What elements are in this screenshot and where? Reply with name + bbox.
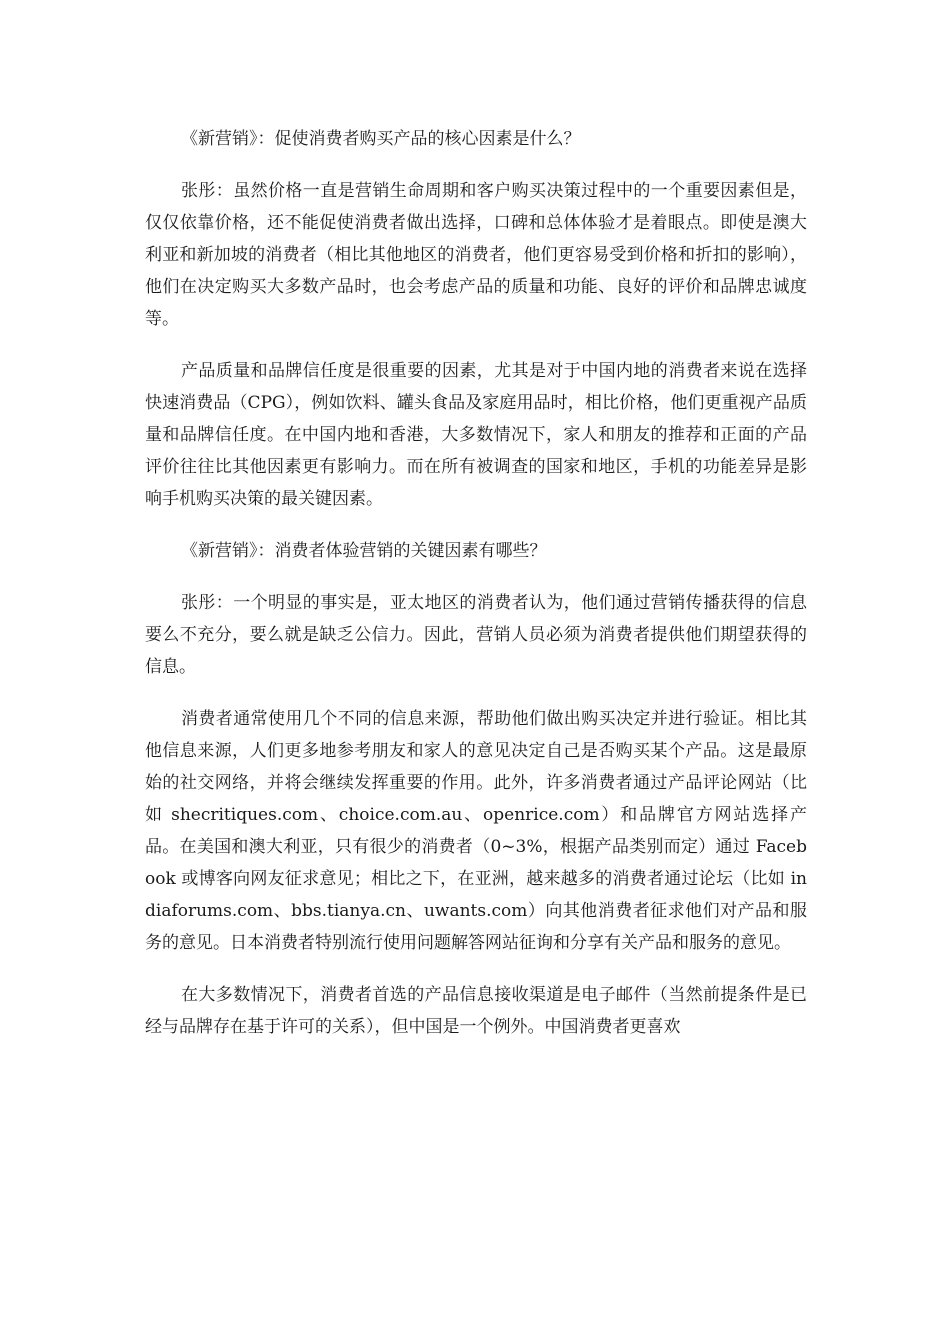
answer-paragraph-3: 张彤：一个明显的事实是，亚太地区的消费者认为，他们通过营销传播获得的信息要么不充分，要么就是缺乏公信力。因此，营销人员必须为消费者提供他们期望获得的信息。	[145, 593, 807, 677]
question-heading-2: 《新营销》：消费者体验营销的关键因素有哪些？	[181, 541, 547, 561]
answer-paragraph-1: 张彤：虽然价格一直是营销生命周期和客户购买决策过程中的一个重要因素但是，仅仅依靠价格，还不能促使消费者做出选择，口碑和总体体验才是着眼点。即使是澳大利亚和新加坡的消费者（相比其他地区的消费者，他们更容易受到价格和折扣的影响），他们在决定购买大多数产品时，也会考虑产品的质量和功能、良好的评价和品牌忠诚度等。	[145, 181, 807, 329]
answer-paragraph-2: 产品质量和品牌信任度是很重要的因素，尤其是对于中国内地的消费者来说在选择快速消费品（CPG），例如饮料、罐头食品及家庭用品时，相比价格，他们更重视产品质量和品牌信任度。在中国内地和香港，大多数情况下，家人和朋友的推荐和正面的产品评价往往比其他因素更有影响力。而在所有被调查的国家和地区，手机的功能差异是影响手机购买决策的最关键因素。	[145, 361, 807, 509]
answer-paragraph-5: 在大多数情况下，消费者首选的产品信息接收渠道是电子邮件（当然前提条件是已经与品牌存在基于许可的关系），但中国是一个例外。中国消费者更喜欢	[145, 985, 807, 1037]
document-body	[145, 123, 807, 1063]
answer-paragraph-4: 消费者通常使用几个不同的信息来源，帮助他们做出购买决定并进行验证。相比其他信息来源，人们更多地参考朋友和家人的意见决定自己是否购买某个产品。这是最原始的社交网络，并将会继续发挥重要的作用。此外，许多消费者通过产品评论网站（比如 shecritiques.com、choice.com.au、openrice.com）和品牌官方网站选择产品。在美国和澳大利亚，只有很少的消费者（0~3%，根据产品类别而定）通过 Facebook 或博客向网友征求意见；相比之下，在亚洲，越来越多的消费者通过论坛（比如 indiaforums.com、bbs.tianya.cn、uwants.com）向其他消费者征求他们对产品和服务的意见。日本消费者特别流行使用问题解答网站征询和分享有关产品和服务的意见。	[145, 709, 807, 953]
question-heading-1: 《新营销》：促使消费者购买产品的核心因素是什么？	[181, 129, 581, 149]
